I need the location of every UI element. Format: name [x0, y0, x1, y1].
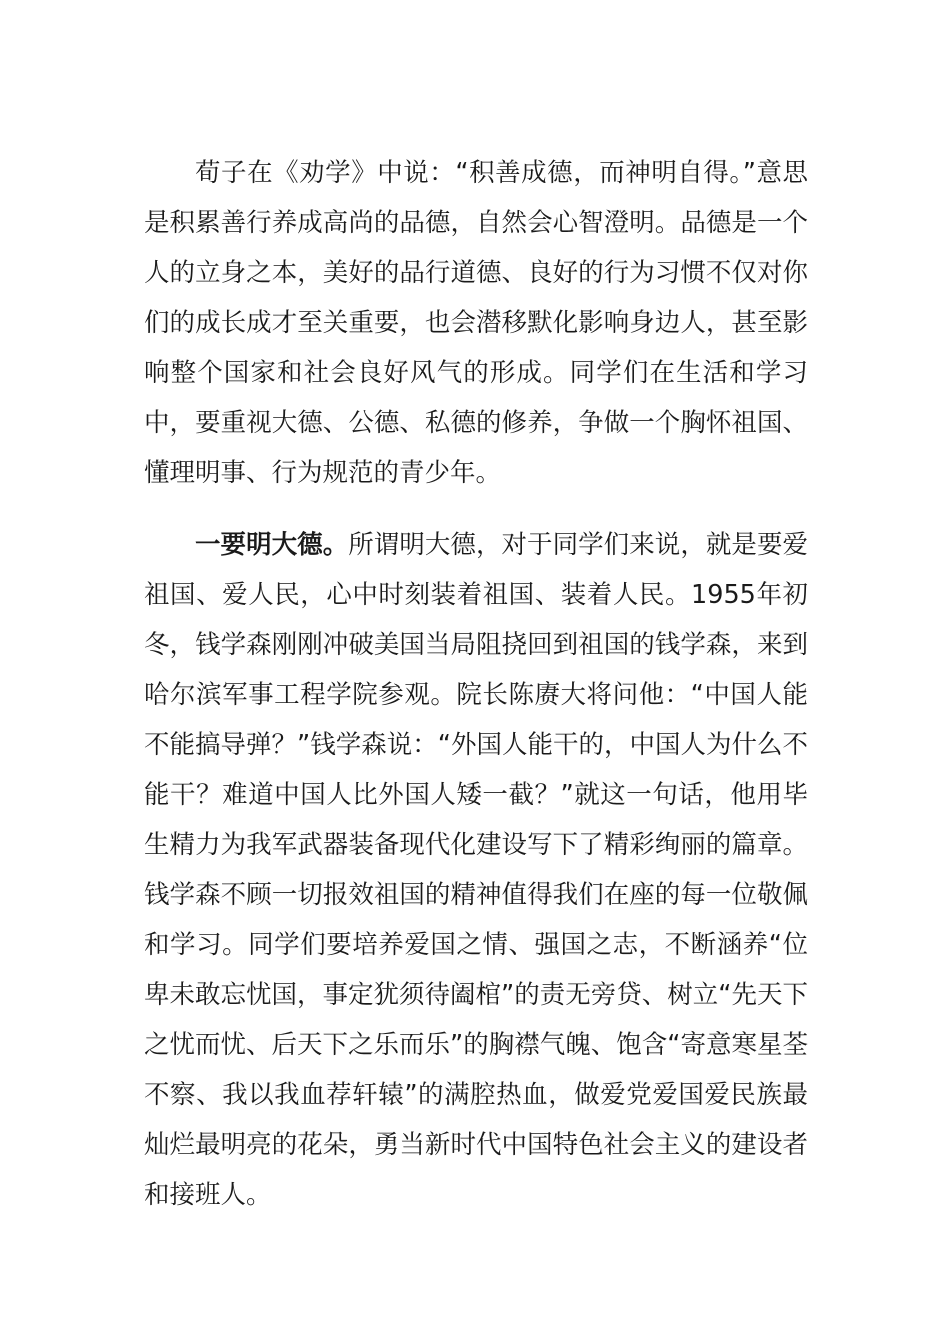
paragraph-lead-heading: 一要明大德。 [195, 530, 349, 560]
paragraph-ming-da-de [144, 520, 808, 1220]
paragraph-ming-da-de-text: 所谓明大德，对于同学们来说，就是要爱祖国、爱人民，心中时刻装着祖国、装着人民。1955年初冬，钱学森刚刚冲破美国当局阻挠回到祖国的钱学森，来到哈尔滨军事工程学院参观。院长陈赓大将问他：“中国人能不能搞导弹？”钱学森说：“外国人能干的，中国人为什么不能干？难道中国人比外国人矮一截？”就这一句话，他用毕生精力为我军武器装备现代化建设写下了精彩绚丽的篇章。钱学森不顾一切报效祖国的精神值得我们在座的每一位敬佩和学习。同学们要培养爱国之情、强国之志，不断涵养“位卑未敢忘忧国，事定犹须待阖棺”的责无旁贷、树立“先天下之忧而忧、后天下之乐而乐”的胸襟气魄、饱含“寄意寒星荃不察、我以我血荐轩辕”的满腔热血，做爱党爱国爱民族最灿烂最明亮的花朵，勇当新时代中国特色社会主义的建设者和接班人。 [144, 530, 808, 1210]
paragraph-intro-text: 荀子在《劝学》中说：“积善成德，而神明自得。”意思是积累善行养成高尚的品德，自然会心智澄明。品德是一个人的立身之本，美好的品行道德、良好的行为习惯不仅对你们的成长成才至关重要，也会潜移默化影响身边人，甚至影响整个国家和社会良好风气的形成。同学们在生活和学习中，要重视大德、公德、私德的修养，争做一个胸怀祖国、懂理明事、行为规范的青少年。 [144, 158, 808, 488]
document-body [144, 148, 808, 1220]
paragraph-intro [144, 148, 808, 498]
